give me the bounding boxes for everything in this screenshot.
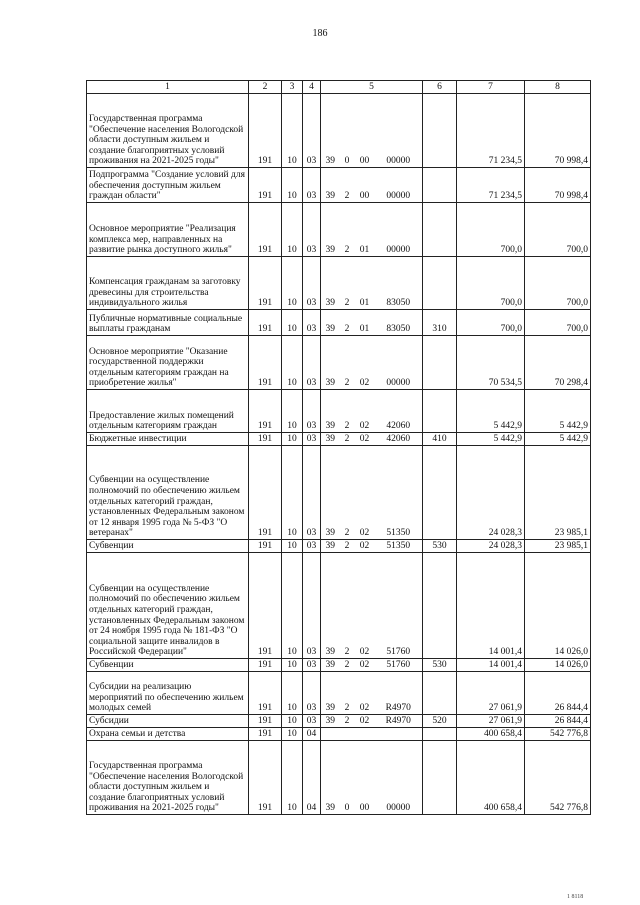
row-expense-type: 310 (423, 310, 457, 336)
table-row (87, 715, 591, 728)
row-target-direction: 00000 (375, 94, 423, 168)
row-expense-type (423, 168, 457, 203)
row-section: 10 (282, 390, 303, 433)
row-amount-2: 26 844,4 (525, 715, 591, 728)
row-amount-2: 700,0 (525, 257, 591, 310)
row-section: 10 (282, 672, 303, 715)
row-admin-code: 191 (249, 433, 282, 446)
row-target-program: 39 (321, 168, 340, 203)
row-target-subprogram: 2 (340, 310, 355, 336)
row-section: 10 (282, 446, 303, 540)
row-section: 10 (282, 728, 303, 741)
row-admin-code: 191 (249, 540, 282, 553)
row-amount-1: 700,0 (457, 310, 525, 336)
row-subsection: 03 (303, 715, 321, 728)
row-section: 10 (282, 659, 303, 672)
header-col-3: 3 (282, 81, 303, 94)
row-target-event: 02 (355, 446, 375, 540)
row-section: 10 (282, 168, 303, 203)
row-name: Субвенции на осуществление полномочий по обеспечению жильем отдельных категорий граждан, установленных Федеральным законом от 24 ноября 1995 года № 181-ФЗ "О социальной защите инвалидов в Российской Федерации" (87, 553, 249, 659)
table-row (87, 446, 591, 540)
row-amount-1: 27 061,9 (457, 672, 525, 715)
row-expense-type: 530 (423, 659, 457, 672)
row-target-event: 02 (355, 390, 375, 433)
row-subsection: 03 (303, 553, 321, 659)
row-target-event: 01 (355, 257, 375, 310)
row-amount-1: 71 234,5 (457, 168, 525, 203)
table-row (87, 728, 591, 741)
header-col-7: 7 (457, 81, 525, 94)
row-admin-code: 191 (249, 715, 282, 728)
row-amount-2: 26 844,4 (525, 672, 591, 715)
row-section: 10 (282, 94, 303, 168)
row-subsection: 03 (303, 433, 321, 446)
row-admin-code: 191 (249, 446, 282, 540)
table-row (87, 540, 591, 553)
row-name: Подпрограмма "Создание условий для обеспечения доступным жильем граждан области" (87, 168, 249, 203)
row-name: Основное мероприятие "Оказание государственной поддержки отдельным категориям граждан на приобретение жилья" (87, 336, 249, 390)
row-subsection: 03 (303, 446, 321, 540)
row-name: Субвенции (87, 659, 249, 672)
row-section: 10 (282, 741, 303, 815)
row-name: Субвенции на осуществление полномочий по обеспечению жильем отдельных категорий граждан, установленных Федеральным законом от 12 января 1995 года № 5-ФЗ "О ветеранах" (87, 446, 249, 540)
row-target-program: 39 (321, 540, 340, 553)
row-target-direction: 00000 (375, 336, 423, 390)
row-subsection: 03 (303, 310, 321, 336)
row-name: Субсидии на реализацию мероприятий по обеспечению жильем молодых семей (87, 672, 249, 715)
row-name: Государственная программа "Обеспечение населения Вологодской области доступным жильем и создание благоприятных условий проживания на 2021-2025 годы" (87, 741, 249, 815)
row-target-subprogram: 2 (340, 433, 355, 446)
row-subsection: 03 (303, 336, 321, 390)
row-amount-1: 24 028,3 (457, 540, 525, 553)
row-expense-type (423, 741, 457, 815)
row-admin-code: 191 (249, 390, 282, 433)
row-target-program: 39 (321, 257, 340, 310)
table-row (87, 390, 591, 433)
row-target-direction: 00000 (375, 741, 423, 815)
budget-table (86, 80, 591, 815)
row-target-direction: 51350 (375, 446, 423, 540)
row-target-direction: 00000 (375, 203, 423, 257)
footer-mark: 1 8118 (567, 894, 584, 900)
row-target-subprogram: 2 (340, 553, 355, 659)
row-section: 10 (282, 203, 303, 257)
row-target-subprogram: 2 (340, 203, 355, 257)
row-target-program: 39 (321, 659, 340, 672)
header-col-8: 8 (525, 81, 591, 94)
row-target-program: 39 (321, 390, 340, 433)
row-admin-code: 191 (249, 728, 282, 741)
row-expense-type (423, 446, 457, 540)
row-name: Предоставление жилых помещений отдельным категориям граждан (87, 390, 249, 433)
row-target-subprogram: 0 (340, 741, 355, 815)
row-amount-1: 24 028,3 (457, 446, 525, 540)
row-amount-1: 14 001,4 (457, 553, 525, 659)
table-row (87, 433, 591, 446)
row-target-program: 39 (321, 741, 340, 815)
row-amount-2: 70 298,4 (525, 336, 591, 390)
row-target-event: 02 (355, 659, 375, 672)
row-expense-type (423, 553, 457, 659)
row-name: Бюджетные инвестиции (87, 433, 249, 446)
header-col-6: 6 (423, 81, 457, 94)
row-amount-2: 70 998,4 (525, 94, 591, 168)
row-expense-type (423, 672, 457, 715)
row-subsection: 03 (303, 390, 321, 433)
row-section: 10 (282, 310, 303, 336)
row-admin-code: 191 (249, 257, 282, 310)
table-row (87, 257, 591, 310)
row-expense-type (423, 203, 457, 257)
row-amount-2: 5 442,9 (525, 433, 591, 446)
row-amount-2: 5 442,9 (525, 390, 591, 433)
row-target-program: 39 (321, 94, 340, 168)
row-expense-type: 530 (423, 540, 457, 553)
page-number: 186 (312, 28, 328, 39)
row-admin-code: 191 (249, 336, 282, 390)
row-admin-code: 191 (249, 741, 282, 815)
row-target-event (355, 728, 375, 741)
row-target-event: 00 (355, 94, 375, 168)
row-target-event: 02 (355, 540, 375, 553)
table-row (87, 672, 591, 715)
row-amount-1: 400 658,4 (457, 728, 525, 741)
row-amount-2: 700,0 (525, 203, 591, 257)
row-section: 10 (282, 715, 303, 728)
row-subsection: 03 (303, 540, 321, 553)
table-row (87, 168, 591, 203)
row-target-event: 02 (355, 433, 375, 446)
row-expense-type (423, 336, 457, 390)
row-target-subprogram: 2 (340, 446, 355, 540)
row-target-direction: 42060 (375, 433, 423, 446)
row-target-event: 00 (355, 741, 375, 815)
row-target-direction: 42060 (375, 390, 423, 433)
row-expense-type (423, 94, 457, 168)
row-subsection: 03 (303, 659, 321, 672)
row-amount-2: 23 985,1 (525, 540, 591, 553)
row-amount-2: 70 998,4 (525, 168, 591, 203)
row-amount-2: 700,0 (525, 310, 591, 336)
table-row (87, 659, 591, 672)
row-target-subprogram: 2 (340, 715, 355, 728)
row-amount-2: 542 776,8 (525, 741, 591, 815)
row-target-program: 39 (321, 433, 340, 446)
table-row (87, 203, 591, 257)
row-target-subprogram: 2 (340, 336, 355, 390)
row-admin-code: 191 (249, 672, 282, 715)
row-amount-2: 14 026,0 (525, 553, 591, 659)
table-row (87, 336, 591, 390)
row-target-subprogram: 0 (340, 94, 355, 168)
table-row (87, 553, 591, 659)
row-target-program: 39 (321, 446, 340, 540)
row-target-subprogram: 2 (340, 168, 355, 203)
row-target-event: 02 (355, 715, 375, 728)
row-target-subprogram: 2 (340, 672, 355, 715)
table-row (87, 741, 591, 815)
row-target-subprogram: 2 (340, 390, 355, 433)
row-expense-type (423, 257, 457, 310)
row-target-program: 39 (321, 672, 340, 715)
row-target-event: 00 (355, 168, 375, 203)
header-row (87, 81, 591, 94)
row-target-event: 01 (355, 203, 375, 257)
row-amount-1: 14 001,4 (457, 659, 525, 672)
row-target-program: 39 (321, 336, 340, 390)
row-subsection: 04 (303, 728, 321, 741)
table-row (87, 310, 591, 336)
header-col-4: 4 (303, 81, 321, 94)
row-target-direction: 51760 (375, 553, 423, 659)
row-target-direction: 83050 (375, 257, 423, 310)
row-amount-1: 400 658,4 (457, 741, 525, 815)
row-amount-1: 5 442,9 (457, 390, 525, 433)
row-subsection: 03 (303, 257, 321, 310)
header-col-5: 5 (321, 81, 423, 94)
row-subsection: 03 (303, 94, 321, 168)
row-section: 10 (282, 540, 303, 553)
row-amount-2: 23 985,1 (525, 446, 591, 540)
row-target-direction: R4970 (375, 715, 423, 728)
row-target-event: 01 (355, 310, 375, 336)
row-name: Охрана семьи и детства (87, 728, 249, 741)
row-target-direction: 83050 (375, 310, 423, 336)
row-target-direction: 51760 (375, 659, 423, 672)
header-col-2: 2 (249, 81, 282, 94)
header-col-1: 1 (87, 81, 249, 94)
row-amount-1: 5 442,9 (457, 433, 525, 446)
row-target-program: 39 (321, 553, 340, 659)
row-section: 10 (282, 257, 303, 310)
row-admin-code: 191 (249, 310, 282, 336)
row-admin-code: 191 (249, 94, 282, 168)
row-section: 10 (282, 336, 303, 390)
row-subsection: 04 (303, 741, 321, 815)
row-section: 10 (282, 553, 303, 659)
row-subsection: 03 (303, 203, 321, 257)
row-target-direction (375, 728, 423, 741)
row-name: Публичные нормативные социальные выплаты гражданам (87, 310, 249, 336)
row-target-direction: 00000 (375, 168, 423, 203)
row-target-subprogram: 2 (340, 659, 355, 672)
row-target-program: 39 (321, 310, 340, 336)
row-target-event: 02 (355, 336, 375, 390)
row-amount-1: 27 061,9 (457, 715, 525, 728)
row-subsection: 03 (303, 168, 321, 203)
row-name: Основное мероприятие "Реализация комплекса мер, направленных на развитие рынка доступного жилья" (87, 203, 249, 257)
row-amount-1: 70 534,5 (457, 336, 525, 390)
row-target-subprogram: 2 (340, 540, 355, 553)
row-amount-1: 700,0 (457, 257, 525, 310)
row-target-program (321, 728, 340, 741)
row-target-program: 39 (321, 203, 340, 257)
row-amount-2: 542 776,8 (525, 728, 591, 741)
row-name: Компенсация гражданам за заготовку древесины для строительства индивидуального жилья (87, 257, 249, 310)
row-admin-code: 191 (249, 203, 282, 257)
row-name: Субвенции (87, 540, 249, 553)
row-amount-2: 14 026,0 (525, 659, 591, 672)
row-name: Субсидии (87, 715, 249, 728)
row-target-subprogram (340, 728, 355, 741)
row-subsection: 03 (303, 672, 321, 715)
row-section: 10 (282, 433, 303, 446)
row-name: Государственная программа "Обеспечение населения Вологодской области доступным жильем и создание благоприятных условий проживания на 2021-2025 годы" (87, 94, 249, 168)
row-target-event: 02 (355, 672, 375, 715)
row-target-direction: 51350 (375, 540, 423, 553)
table-row (87, 94, 591, 168)
row-target-subprogram: 2 (340, 257, 355, 310)
row-admin-code: 191 (249, 659, 282, 672)
row-expense-type (423, 728, 457, 741)
row-expense-type: 410 (423, 433, 457, 446)
row-target-event: 02 (355, 553, 375, 659)
row-expense-type: 520 (423, 715, 457, 728)
row-target-direction: R4970 (375, 672, 423, 715)
row-expense-type (423, 390, 457, 433)
row-amount-1: 71 234,5 (457, 94, 525, 168)
row-admin-code: 191 (249, 553, 282, 659)
row-amount-1: 700,0 (457, 203, 525, 257)
row-target-program: 39 (321, 715, 340, 728)
row-admin-code: 191 (249, 168, 282, 203)
